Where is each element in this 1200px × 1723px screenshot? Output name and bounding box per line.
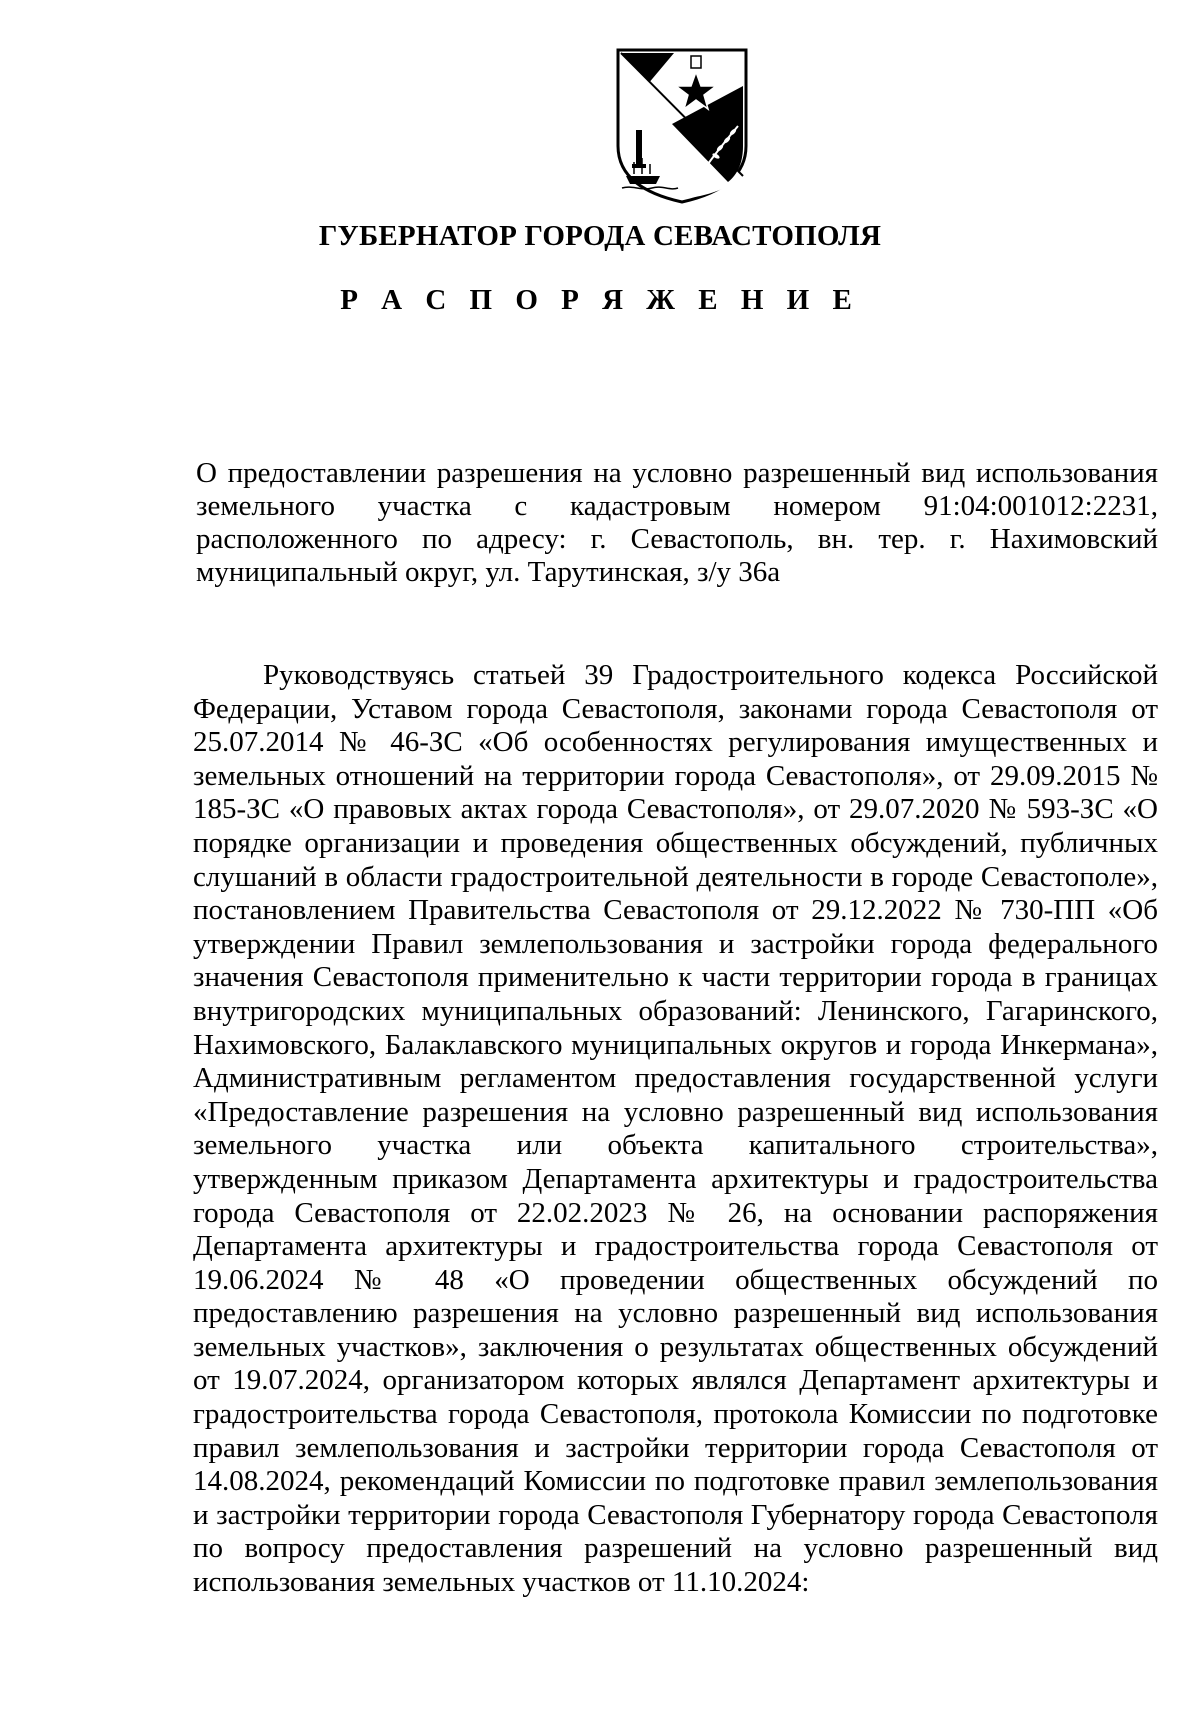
preamble-paragraph: Руководствуясь статьей 39 Градостроительного кодекса Российской Федерации, Уставом города Севастополя, законами города Севастополя от 25.07.2014 № 46-ЗС «Об особенностях регулирования имущественных и земельных отношений на территории города Севастополя», от 29.09.2015 № 185-ЗС «О правовых актах города Севастополя», от 29.07.2020 № 593-ЗС «О порядке организации и проведения общественных обсуждений, публичных слушаний в области градостроительной деятельности в городе Севастополе», постановлением Правительства Севастополя от 29.12.2022 № 730-ПП «Об утверждении Правил землепользования и застройки города федерального значения Севастополя применительно к части территории города в границах внутригородских муниципальных образований: Ленинского, Гагаринского, Нахимовского, Балаклавского муниципальных округов и города Инкермана», Административным регламентом предоставления государственной услуги «Предоставление разрешения на условно разрешенный вид использования земельного участка или объекта капитального строительства», утвержденным приказом Департамента архитектуры и градостроительства города Севастополя от 22.02.2023 № 26, на основании распоряжения Департамента архитектуры и градостроительства города Севастополя от 19.06.2024 № 48 «О проведении общественных обсуждений по предоставлению разрешения на условно разрешенный вид использования земельных участков», заключения о результатах общественных обсуждений от 19.07.2024, организатором которых являлся Департамент архитектуры и градостроительства города Севастополя, протокола Комиссии по подготовке правил землепользования и застройки территории города Севастополя от 14.08.2024, рекомендаций Комиссии по подготовке правил землепользования и застройки территории города Севастополя Губернатору города Севастополя по вопросу предоставления разрешений на условно разрешенный вид использования земельных участков от 11.10.2024: [193, 659, 1158, 1599]
issuer-title: ГУБЕРНАТОР ГОРОДА СЕВАСТОПОЛЯ [318, 220, 882, 252]
document-subject: О предоставлении разрешения на условно разрешенный вид использования земельного участка с кадастровым номером 91:04:001012:2231, расположенного по адресу: г. Севастополь, вн. тер. г. Нахимовский муниципальный округ, ул. Тарутинская, з/у 36а [196, 457, 1158, 588]
document-type-heading: Р А С П О Р Я Ж Е Н И Е [340, 284, 860, 316]
sevastopol-coat-of-arms-icon [612, 46, 752, 206]
